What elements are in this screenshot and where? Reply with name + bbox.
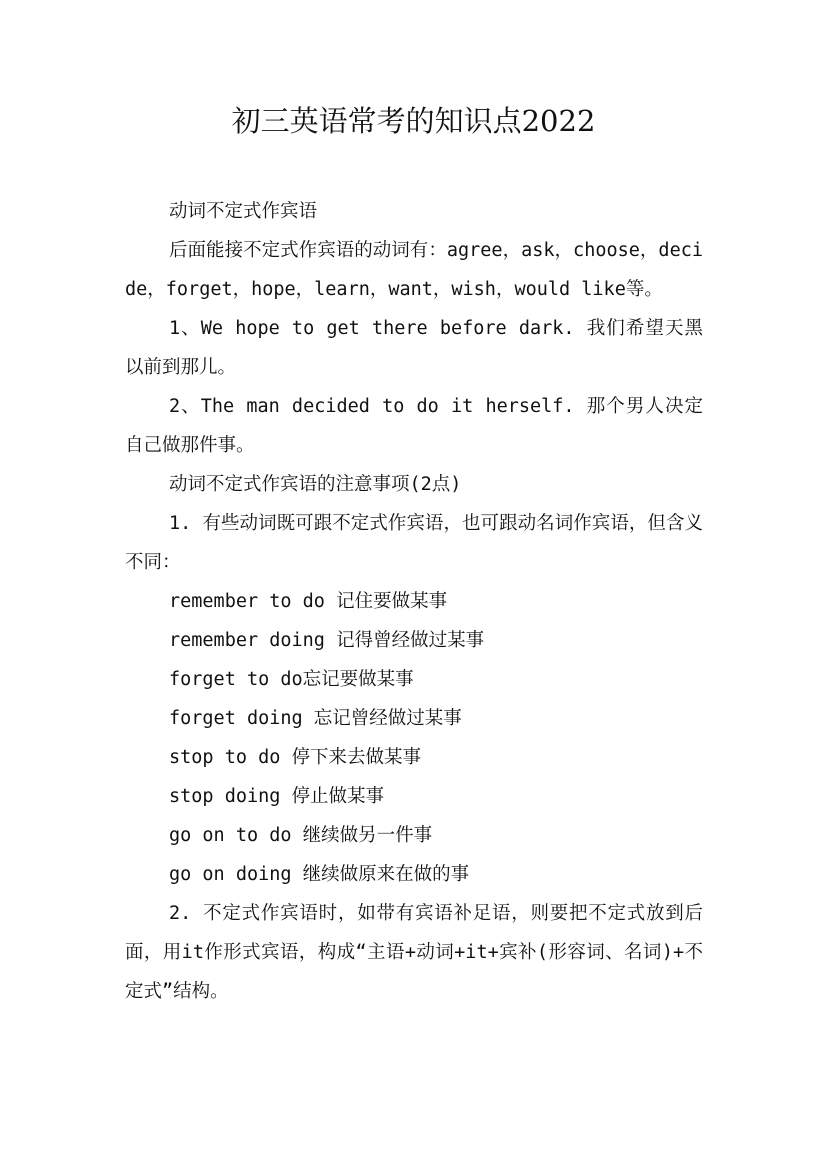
section-heading-notes: 动词不定式作宾语的注意事项(2点): [169, 474, 462, 495]
document-body: [125, 192, 703, 1011]
phrase-forget-doing: forget doing 忘记曾经做过某事: [169, 708, 462, 729]
example-sentence-2: 2、The man decided to do it herself. 那个男人决定自己做那件事。: [125, 396, 703, 456]
note-2: 2. 不定式作宾语时，如带有宾语补足语，则要把不定式放到后面，用it作形式宾语，构成“主语+动词+it+宾补(形容词、名词)+不定式”结构。: [125, 903, 703, 1002]
phrase-go-on-doing: go on doing 继续做原来在做的事: [169, 864, 470, 885]
section-heading-infinitive-object: 动词不定式作宾语: [169, 201, 318, 222]
note-1: 1. 有些动词既可跟不定式作宾语，也可跟动名词作宾语，但含义不同：: [125, 513, 703, 573]
phrase-stop-to-do: stop to do 停下来去做某事: [169, 747, 422, 768]
phrase-forget-to-do: forget to do忘记要做某事: [169, 669, 414, 690]
paragraph-verbs-list: 后面能接不定式作宾语的动词有：agree，ask，choose，decide，forget，hope，learn，want，wish，would like等。: [125, 240, 703, 300]
phrase-stop-doing: stop doing 停止做某事: [169, 786, 385, 807]
phrase-go-on-to-do: go on to do 继续做另一件事: [169, 825, 433, 846]
example-sentence-1: 1、We hope to get there before dark. 我们希望天黑以前到那儿。: [125, 318, 703, 378]
phrase-remember-to-do: remember to do 记住要做某事: [169, 591, 448, 612]
document-title: 初三英语常考的知识点2022: [231, 104, 596, 138]
phrase-remember-doing: remember doing 记得曾经做过某事: [169, 630, 485, 651]
